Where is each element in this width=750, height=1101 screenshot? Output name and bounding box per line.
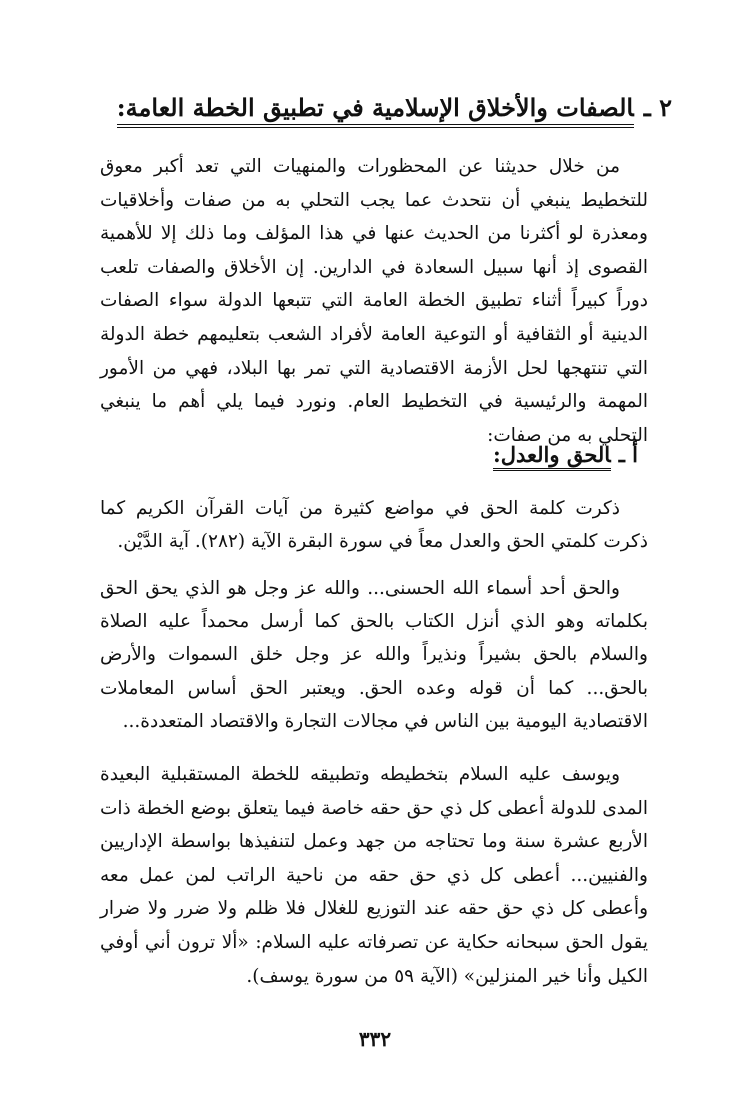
section-heading [116,88,672,128]
section-title: الصفات والأخلاق الإسلامية في تطبيق الخطة العامة: [117,93,634,128]
paragraph-text: والحق أحد أسماء الله الحسنى... والله عز وجل هو الذي يحق الحق بكلماته وهو الذي أنزل الكتاب بالحق كما أرسل محمداً عليه الصلاة والسلام بالحق بشيراً ونذيراً والله عز وجل خلق السموات والأرض بالحق... كما أن قوله وعده الحق. ويعتبر الحق أساس المعاملات الاقتصادية اليومية بين الناس في مجالات التجارة والاقتصاد المتعددة... [100,578,648,732]
paragraph-quran-mentions [100,492,648,558]
paragraph-yusuf [100,758,648,993]
paragraph-names-of-god [100,572,648,738]
section-number: ٢ ـ [643,93,672,122]
paragraph-text: ذكرت كلمة الحق في مواضع كثيرة من آيات القرآن الكريم كما ذكرت كلمتي الحق والعدل معاً في سورة البقرة الآية (٢٨٢). آية الدَّيْن. [100,498,648,552]
page-number: ٣٣٢ [358,1027,392,1051]
intro-paragraph [100,150,648,452]
paragraph-text: ويوسف عليه السلام بتخطيطه وتطبيقه للخطة المستقبلية البعيدة المدى للدولة أعطى كل ذي حق حقه خاصة فيما يتعلق بوضع الخطة ذات الأربع عشرة سنة وما تحتاجه من جهد وعمل لتنفيذها بواسطة الإداريين والفنيين... أعطى كل ذي حق حقه من ناحية الراتب لمن عمل معه وأعطى كل ذي حق حقه عند التوزيع للغلال فلا ظلم ولا ضرر ولا ضرار يقول الحق سبحانه حكاية عن تصرفاته عليه السلام: «ألا ترون أني أوفي الكيل وأنا خير المنزلين» (الآية ٥٩ من سورة يوسف). [100,764,648,987]
intro-paragraph-text: من خلال حديثنا عن المحظورات والمنهيات التي تعد أكبر معوق للتخطيط ينبغي أن نتحدث عما يجب التحلي به من صفات وأخلاقيات ومعذرة لو أكثرنا من الحديث عنها في هذا المؤلف وما ذلك إلا للأهمية القصوى إذ أنها سبيل السعادة في الدارين. إن الأخلاق والصفات تلعب دوراً كبيراً أثناء تطبيق الخطة العامة التي تتبعها الدولة سواء الصفات الدينية أو الثقافية أو التوعية العامة لأفراد الشعب بتعليمهم خطة الدولة التي تنتهجها لحل الأزمة الاقتصادية التي تمر بها البلاد، فهي من الأمور المهمة والرئيسية في التخطيط العام. ونورد فيما يلي أهم ما ينبغي التحلي به من صفات: [100,156,648,446]
subsection-heading [493,438,638,472]
subsection-number: أ ـ [618,442,638,467]
subsection-title: الحق والعدل: [493,442,611,471]
